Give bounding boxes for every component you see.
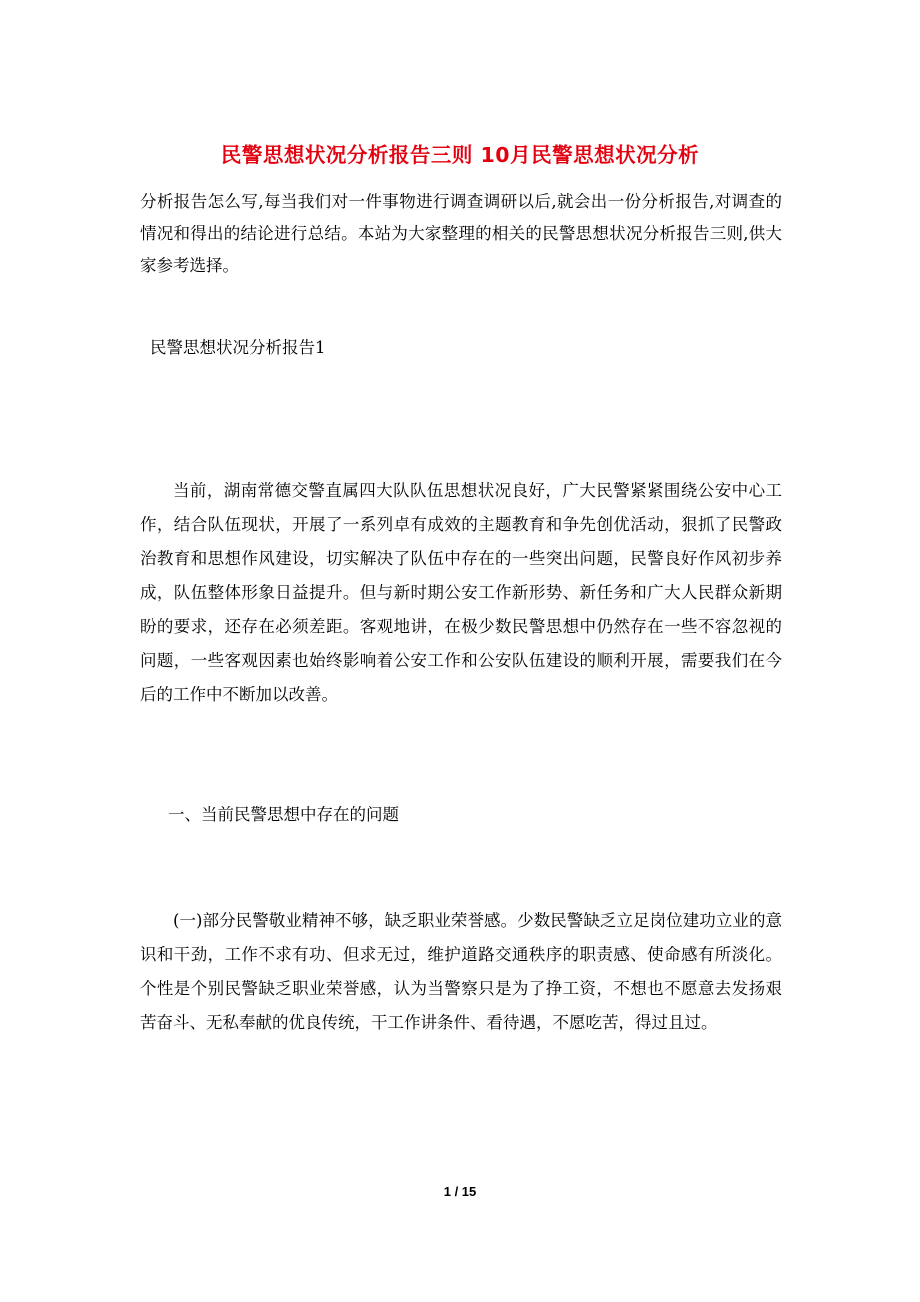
section-heading: 一、当前民警思想中存在的问题	[168, 805, 399, 824]
page-number	[0, 1184, 920, 1199]
body-paragraph-1: 当前，湖南常德交警直属四大队队伍思想状况良好，广大民警紧紧围绕公安中心工作，结合队伍现状，开展了一系列卓有成效的主题教育和争先创优活动，狠抓了民警政治教育和思想作风建设，切实解决了队伍中存在的一些突出问题，民警良好作风初步养成，队伍整体形象日益提升。但与新时期公安工作新形势、新任务和广大人民群众新期盼的要求，还存在必须差距。客观地讲，在极少数民警思想中仍然存在一些不容忽视的问题，一些客观因素也始终影响着公安工作和公安队伍建设的顺利开展，需要我们在今后的工作中不断加以改善。	[140, 481, 782, 704]
body-paragraph-2: (一)部分民警敬业精神不够，缺乏职业荣誉感。少数民警缺乏立足岗位建功立业的意识和干劲，工作不求有功、但求无过，维护道路交通秩序的职责感、使命感有所淡化。个性是个别民警缺乏职业荣誉感，认为当警察只是为了挣工资，不想也不愿意去发扬艰苦奋斗、无私奉献的优良传统，干工作讲条件、看待遇，不愿吃苦，得过且过。	[140, 911, 782, 1032]
page-separator: /	[450, 1184, 462, 1199]
page-total: 15	[461, 1184, 477, 1199]
document-title: 民警思想状况分析报告三则 10月民警思想状况分析	[220, 143, 700, 167]
intro-paragraph: 分析报告怎么写,每当我们对一件事物进行调查调研以后,就会出一份分析报告,对调查的情况和得出的结论进行总结。本站为大家整理的相关的民警思想状况分析报告三则,供大家参考选择。	[140, 192, 782, 275]
report-subheading: 民警思想状况分析报告1	[150, 338, 326, 357]
page-current: 1	[443, 1184, 451, 1199]
